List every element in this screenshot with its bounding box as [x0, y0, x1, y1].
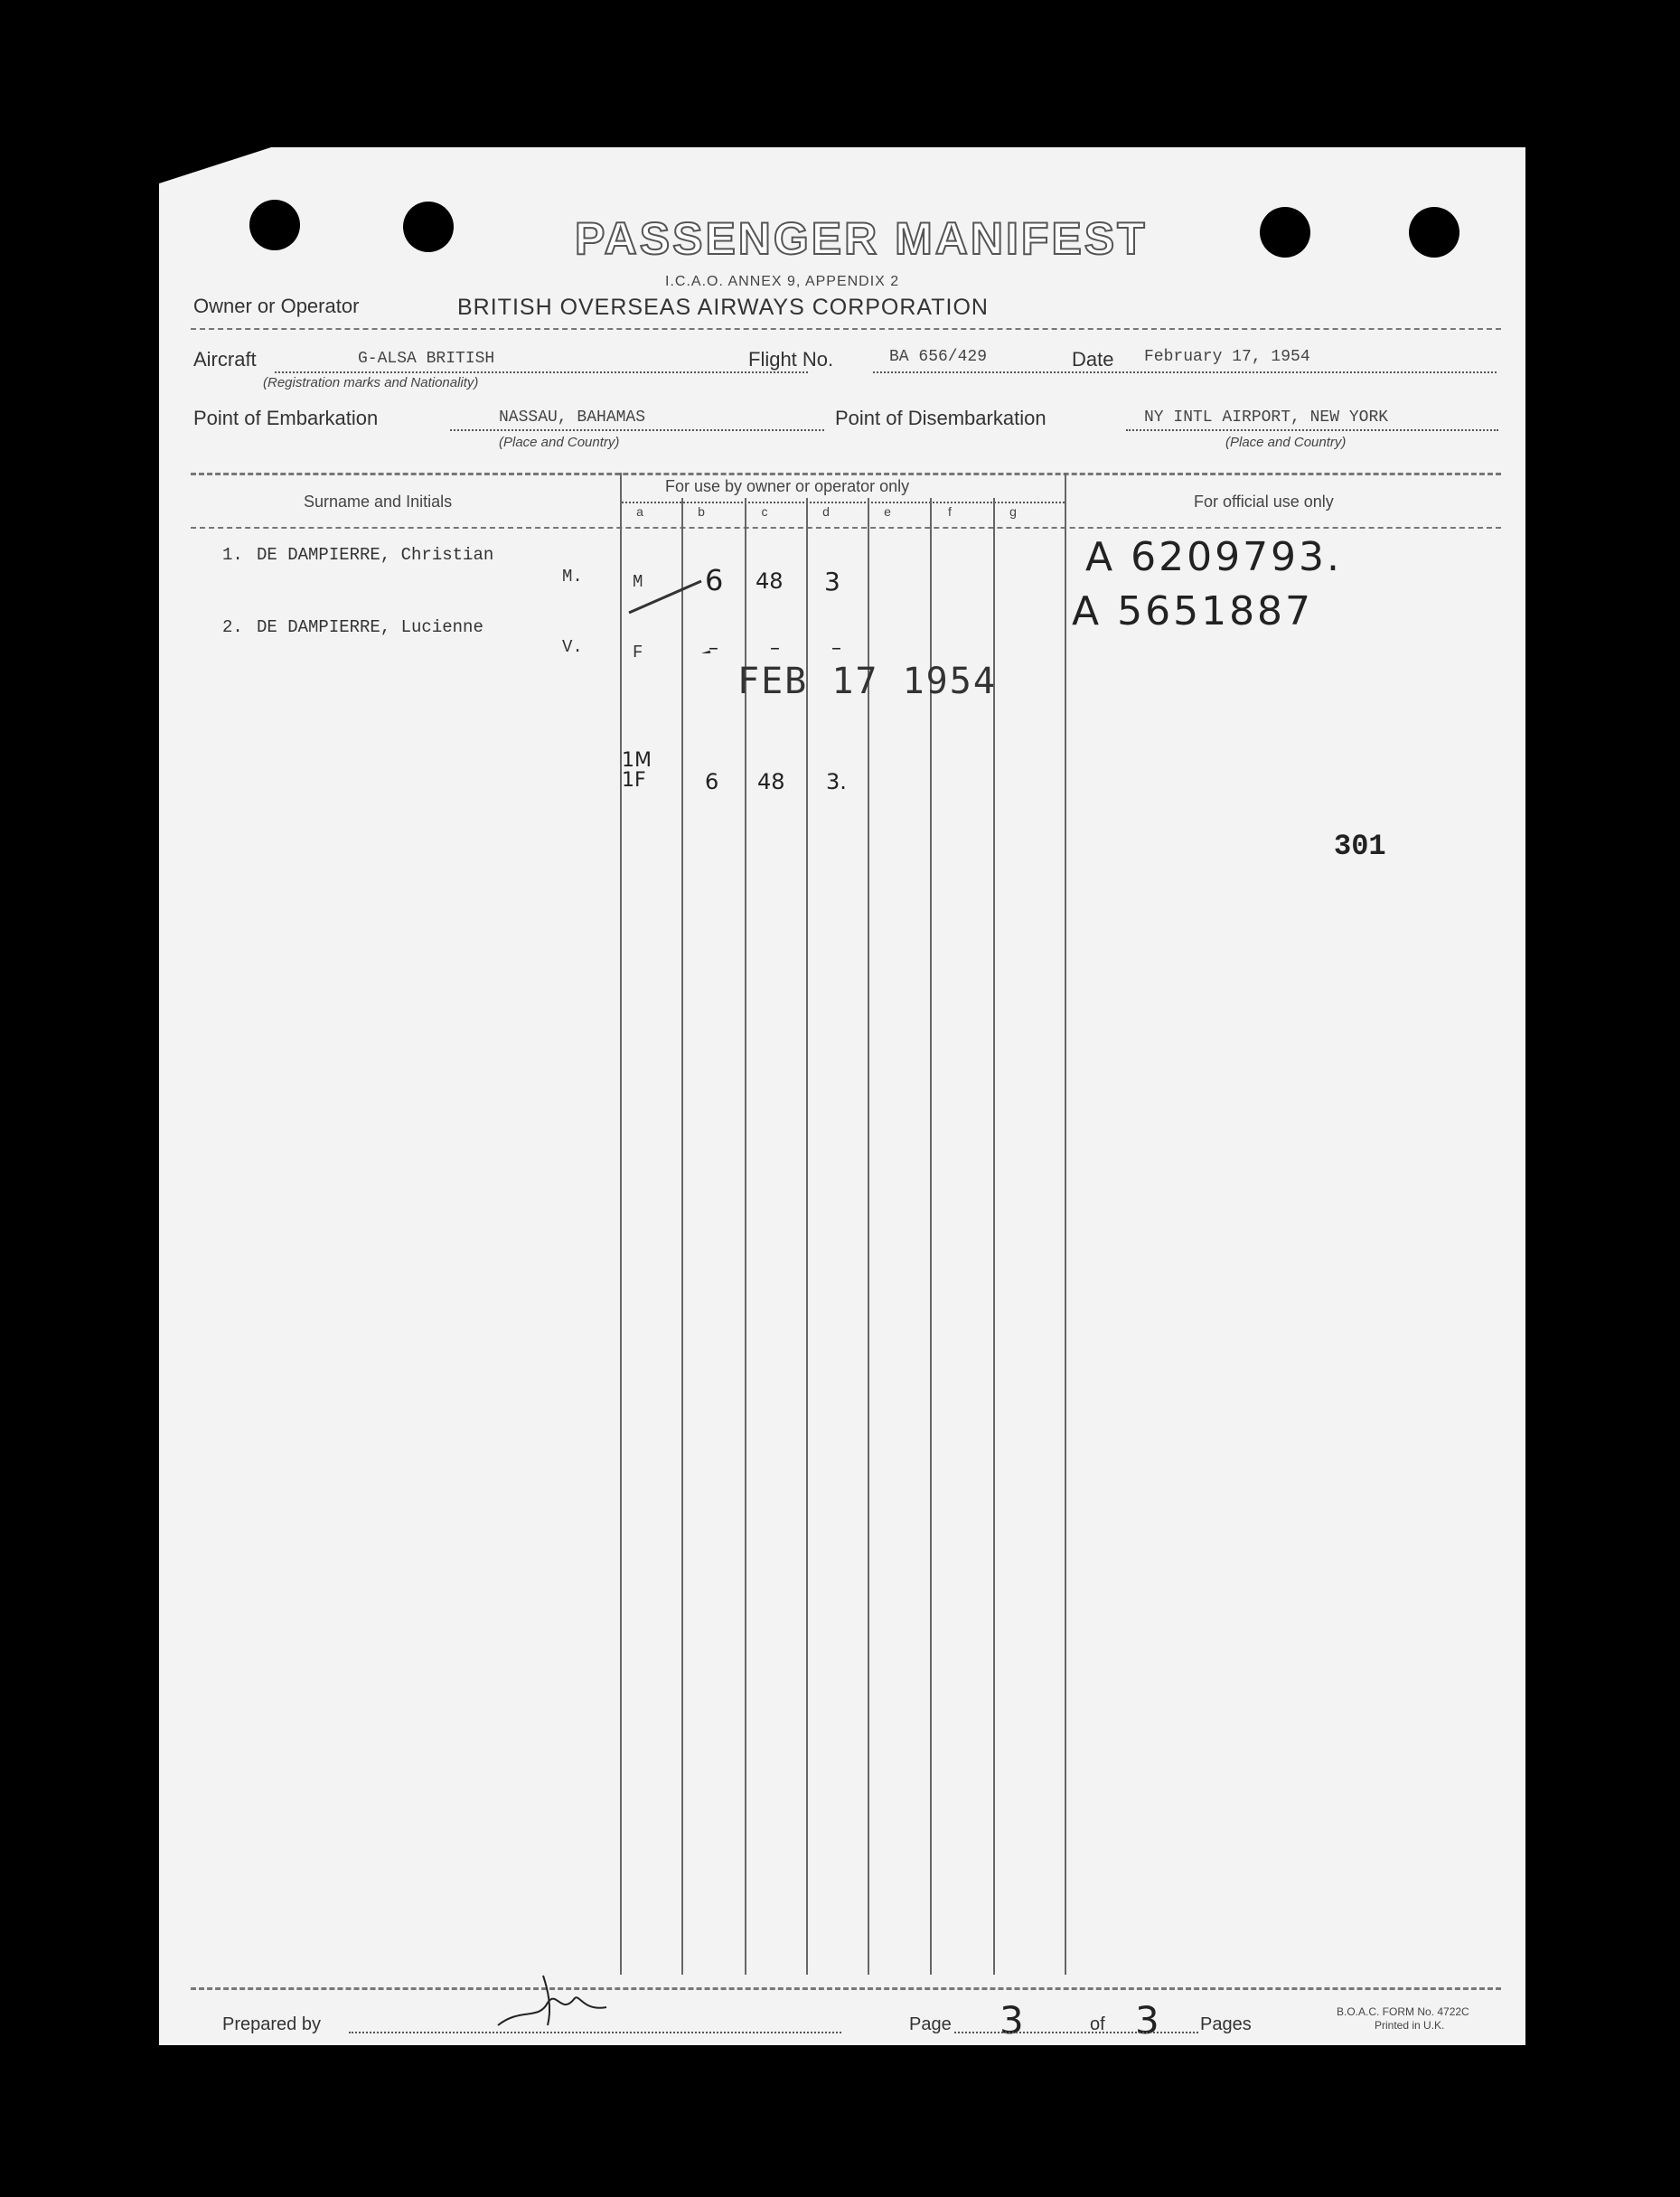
- cell-b: 6: [705, 563, 724, 597]
- passenger-initial: V.: [562, 637, 583, 657]
- total-c: 48: [757, 769, 785, 794]
- date-label: Date: [1072, 348, 1114, 371]
- cell-a: F: [633, 643, 643, 662]
- punch-hole-4: [1409, 207, 1459, 258]
- col-line-4: [806, 498, 808, 1975]
- col-header-c: c: [761, 504, 768, 519]
- passenger-name: DE DAMPIERRE, Lucienne: [257, 617, 483, 637]
- disembark-note: (Place and Country): [1225, 435, 1347, 450]
- col-header-d: d: [822, 504, 830, 519]
- page-line: [954, 2032, 1198, 2033]
- flight-value: BA 656/429: [889, 348, 988, 366]
- header-divider-1: [191, 328, 1501, 330]
- date-value: February 17, 1954: [1144, 348, 1310, 366]
- cell-c: –: [770, 637, 780, 660]
- col-header-f: f: [948, 504, 952, 519]
- official-passport-2: A 5651887: [1072, 588, 1314, 634]
- date-stamp: FEB 17 1954: [737, 661, 997, 702]
- stamp-number: 301: [1334, 830, 1386, 863]
- cell-d: 3: [824, 567, 840, 596]
- disembark-line: [1126, 429, 1498, 431]
- owner-value: BRITISH OVERSEAS AIRWAYS CORPORATION: [457, 295, 989, 320]
- col-line-8: [1065, 473, 1066, 1975]
- of-label: of: [1090, 2014, 1105, 2034]
- owner-label: Owner or Operator: [193, 295, 360, 317]
- col-line-1: [620, 473, 622, 1975]
- form-subtitle: I.C.A.O. ANNEX 9, APPENDIX 2: [665, 274, 900, 289]
- total-a-female: 1F: [622, 769, 646, 792]
- col-header-g: g: [1009, 504, 1017, 519]
- col-line-7: [993, 498, 995, 1975]
- form-number: B.O.A.C. FORM No. 4722C: [1337, 2005, 1469, 2018]
- flight-label: Flight No.: [748, 348, 834, 371]
- form-title: PASSENGER MANIFEST: [575, 213, 1148, 264]
- cell-d: –: [831, 637, 841, 660]
- column-letter-top-rule: [622, 502, 1065, 503]
- disembark-value: NY INTL AIRPORT, NEW YORK: [1144, 408, 1389, 427]
- table-top-rule: [191, 473, 1501, 475]
- header-official: For official use only: [1194, 493, 1334, 511]
- page-label: Page: [909, 2014, 952, 2034]
- cell-a: M: [633, 572, 643, 592]
- col-line-2: [681, 498, 683, 1975]
- embark-label: Point of Embarkation: [193, 407, 379, 429]
- aircraft-line: [275, 371, 808, 373]
- embark-note: (Place and Country): [499, 435, 620, 450]
- cell-c: 48: [756, 568, 784, 594]
- col-header-e: e: [884, 504, 891, 519]
- passenger-initial: M.: [562, 567, 583, 587]
- col-line-5: [868, 498, 869, 1975]
- col-line-6: [930, 498, 932, 1975]
- cell-b: –: [709, 637, 718, 660]
- total-a-male: 1M: [622, 749, 652, 772]
- pages-label: Pages: [1200, 2014, 1252, 2034]
- embark-line: [450, 429, 824, 431]
- embark-value: NASSAU, BAHAMAS: [499, 408, 646, 427]
- aircraft-label: Aircraft: [193, 348, 257, 371]
- check-strokes: [611, 545, 774, 653]
- total-b: 6: [705, 769, 719, 794]
- torn-corner: [159, 147, 271, 183]
- punch-hole-1: [249, 200, 300, 250]
- punch-hole-2: [403, 202, 454, 252]
- prepared-label: Prepared by: [222, 2014, 321, 2034]
- row-number: 2.: [222, 617, 243, 637]
- header-owner: For use by owner or operator only: [665, 477, 910, 495]
- signature: [493, 1971, 611, 2043]
- manifest-sheet: [159, 147, 1525, 2045]
- table-header-rule: [191, 527, 1501, 529]
- disembark-label: Point of Disembarkation: [835, 407, 1046, 429]
- aircraft-value: G-ALSA BRITISH: [358, 350, 495, 368]
- punch-hole-3: [1260, 207, 1310, 258]
- page-number: 3: [1000, 1998, 1024, 2042]
- passenger-name: DE DAMPIERRE, Christian: [257, 545, 494, 565]
- col-header-b: b: [698, 504, 705, 519]
- footer-rule: [191, 1987, 1501, 1990]
- aircraft-note: (Registration marks and Nationality): [263, 375, 479, 390]
- total-d: 3.: [826, 769, 847, 794]
- row-number: 1.: [222, 545, 243, 565]
- header-name: Surname and Initials: [304, 493, 453, 511]
- flight-line: [873, 371, 1497, 373]
- official-passport-1: A 6209793.: [1085, 534, 1343, 580]
- col-header-a: a: [636, 504, 643, 519]
- printed-note: Printed in U.K.: [1375, 2019, 1445, 2032]
- col-line-3: [745, 498, 746, 1975]
- page-total: 3: [1135, 1998, 1159, 2042]
